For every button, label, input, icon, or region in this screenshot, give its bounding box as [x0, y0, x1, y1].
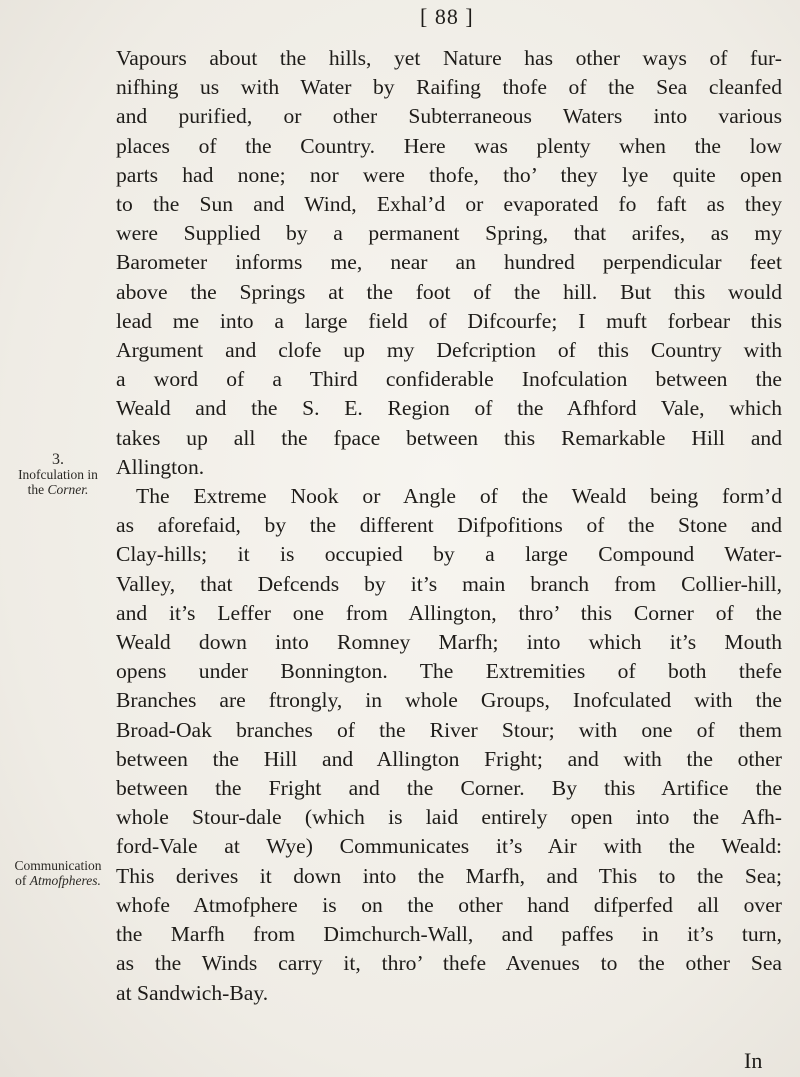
- margin-note-text-italic: Corner.: [47, 482, 89, 497]
- text-line: Argument and clofe up my Defcription of this Country with: [116, 338, 782, 363]
- page-number: [ 88 ]: [420, 4, 474, 29]
- text-line: as aforefaid, by the different Difpofitions of the Stone and: [116, 513, 782, 538]
- margin-note-number: 3.: [52, 451, 64, 468]
- text-line: between the Hill and Allington Fright; and with the other: [116, 746, 782, 771]
- text-line: opens under Bonnington. The Extremities of both thefe: [116, 659, 782, 684]
- text-line: parts had none; nor were thofe, tho’ they lye quite open: [116, 162, 782, 187]
- text-line: Valley, that Defcends by it’s main branch from Collier-hill,: [116, 571, 782, 596]
- text-line: Broad-Oak branches of the River Stour; with one of them: [116, 717, 782, 742]
- margin-note-communication: [2, 858, 114, 888]
- text-line: whole Stour-dale (which is laid entirely open into the Afh-: [116, 805, 782, 830]
- margin-note-text-prefix: the: [27, 482, 48, 497]
- text-line: nifhing us with Water by Raifing thofe of the Sea cleanfed: [116, 75, 782, 100]
- text-line: Allington.: [116, 454, 205, 479]
- margin-note-text: Inofculation in: [18, 467, 98, 482]
- margin-note-inofculation: [2, 452, 114, 497]
- text-line: between the Fright and the Corner. By this Artifice the: [116, 776, 782, 801]
- text-line: This derives it down into the Marfh, and This to the Sea;: [116, 863, 782, 888]
- body-text: [116, 44, 782, 1008]
- text-line: lead me into a large field of Difcourfe; I muft forbear this: [116, 308, 782, 333]
- text-line: places of the Country. Here was plenty when the low: [116, 133, 782, 158]
- text-line: above the Springs at the foot of the hill. But this would: [116, 279, 782, 304]
- text-line: Barometer informs me, near an hundred perpendicular feet: [116, 250, 782, 275]
- margin-note-text-italic: Atmofpheres.: [29, 873, 101, 888]
- text-line: Weald down into Romney Marfh; into which it’s Mouth: [116, 630, 782, 655]
- text-line: and purified, or other Subterraneous Waters into various: [116, 104, 782, 129]
- text-line: as the Winds carry it, thro’ thefe Avenues to the other Sea: [116, 951, 782, 976]
- text-line: whofe Atmofphere is on the other hand difperfed all over: [116, 892, 782, 917]
- margin-note-text-prefix: of: [15, 873, 30, 888]
- catchword: In: [744, 1048, 763, 1073]
- margin-note-text: Communication: [14, 858, 102, 873]
- text-line: ford-Vale at Wye) Communicates it’s Air with the Weald:: [116, 834, 782, 859]
- text-line: a word of a Third confiderable Inofculation between the: [116, 367, 782, 392]
- text-line: to the Sun and Wind, Exhal’d or evaporated fo faft as they: [116, 192, 782, 217]
- text-line: at Sandwich-Bay.: [116, 980, 269, 1005]
- text-line: takes up all the fpace between this Remarkable Hill and: [116, 425, 782, 450]
- text-line: and it’s Leffer one from Allington, thro’ this Corner of the: [116, 600, 782, 625]
- text-line: The Extreme Nook or Angle of the Weald being form’d: [136, 484, 782, 509]
- text-line: were Supplied by a permanent Spring, that arifes, as my: [116, 221, 782, 246]
- text-line: Clay-hills; it is occupied by a large Compound Water-: [116, 542, 782, 567]
- text-line: Weald and the S. E. Region of the Afhford Vale, which: [116, 396, 782, 421]
- text-line: Vapours about the hills, yet Nature has other ways of fur-: [116, 46, 782, 70]
- text-line: the Marfh from Dimchurch-Wall, and paffes in it’s turn,: [116, 922, 782, 947]
- text-line: Branches are ftrongly, in whole Groups, Inofculated with the: [116, 688, 782, 713]
